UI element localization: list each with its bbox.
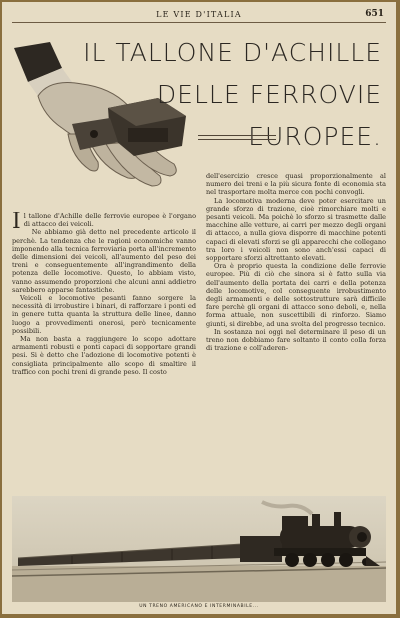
title-line-2: DELLE FERROVIE bbox=[156, 80, 382, 109]
title-line-3: EUROPEE. bbox=[248, 122, 382, 151]
paragraph: Ma non basta a raggiungere lo scopo adottare armamenti robusti e ponti capaci di sopportare grandi pesi. Si è detto che l'adozione di locomotive potenti è consigliata principalmente allo scopo di smaltire il traffico con pochi treni di grande peso. Il costo bbox=[12, 335, 196, 376]
paragraph: Veicoli e locomotive pesanti fanno sorgere la necessità di irrobustire i binari, di rafforzare i ponti ed in genere tutta quanta la struttura delle linee, danno luogo a provvedimenti onerosi, però tecnicamente possibili. bbox=[12, 294, 196, 335]
header-rule bbox=[12, 22, 386, 23]
paragraph: Ora è proprio questa la condizione delle ferrovie europee. Più di ciò che sinora si è fatto sulla via dell'aumento della portata dei carri e della potenza delle locomotive, col conseguente irrobustimento degli armamenti e delle sottostrutture sarà difficile fare perchè gli organi di attacco sono deboli, e, nella forma attuale, non suscettibili di rinforzo. Siamo giunti, si direbbe, ad una svolta del progresso tecnico. bbox=[206, 262, 386, 328]
paragraph: La locomotiva moderna deve poter esercitare un grande sforzo di trazione, cioè rimorchiare molti e pesanti veicoli. Ma poichè lo sforzo si trasmette dalle macchine alle vetture, ai carri per mezzo degli organi di attacco, a nulla giova disporre di macchine potenti capaci di elevati sforzi se gli apparecchi che collegano tra loro i veicoli non sono anch'essi capaci di sopportare sforzi altrettanto elevati. bbox=[206, 196, 386, 263]
article-column-left bbox=[12, 212, 196, 490]
drop-cap: I bbox=[12, 212, 21, 234]
photo-caption: UN TRENO AMERICANO E INTERMINABILE... bbox=[139, 604, 259, 609]
article-column-right bbox=[206, 172, 386, 490]
paragraph bbox=[12, 212, 196, 234]
paragraph: In sostanza noi oggi nel determinare il peso di un treno non dobbiamo fare soltanto il conto colla forza di trazione e coll'aderen- bbox=[206, 327, 386, 353]
paragraph: Ne abbiamo già detto nel precedente articolo il perchè. La tendenza che le ragioni economiche vanno imponendo alla tecnica ferroviaria porta all'incremento delle dimensioni dei veicoli, all'aumento del peso dei treni e conseguentemente all'ingrandimento della potenza delle locomotive. Questo, lo abbiam visto, vanno assumendo proporzioni che alcuni anni addietro sarebbero apparse fantastiche. bbox=[12, 228, 196, 294]
paragraph: dell'esercizio cresce quasi proporzionalmente al numero dei treni e la più sicura fonte di economia sta nel trasportare molta merce con pochi convogli. bbox=[206, 172, 386, 197]
train-photograph bbox=[12, 496, 386, 602]
title-rule bbox=[198, 139, 276, 140]
paragraph-text: l tallone d'Achille delle ferrovie europee è l'organo di attacco dei veicoli. bbox=[23, 212, 196, 229]
running-title: LE VIE D'ITALIA bbox=[156, 10, 242, 19]
title-line-1: IL TALLONE D'ACHILLE bbox=[83, 38, 382, 67]
title-rule bbox=[198, 135, 276, 136]
magazine-page bbox=[2, 2, 396, 614]
page-number: 651 bbox=[365, 9, 384, 19]
running-head bbox=[2, 8, 396, 22]
